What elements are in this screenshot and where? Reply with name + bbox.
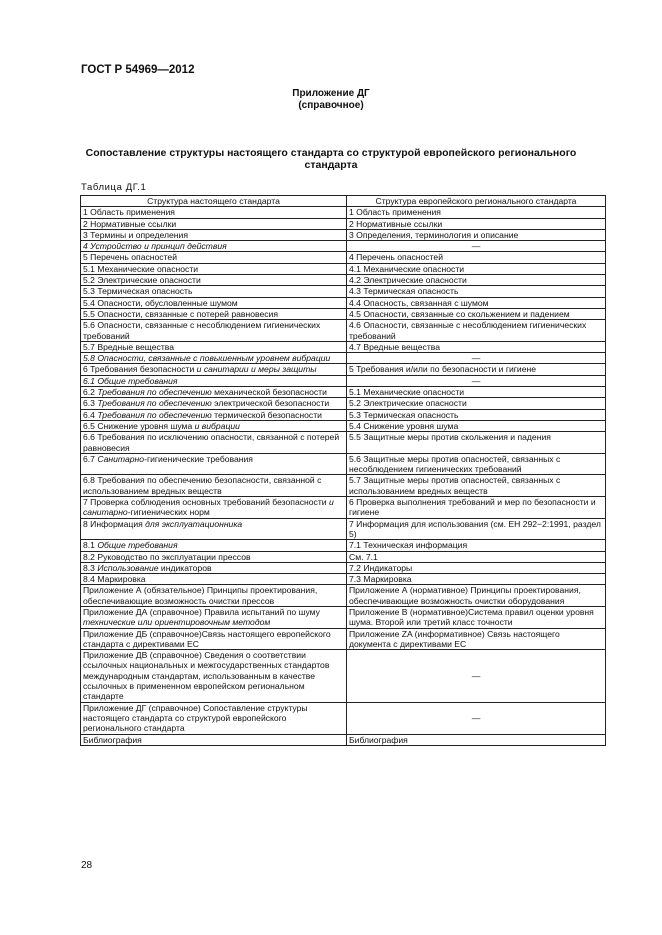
table-row: [81, 320, 606, 342]
table-row: [81, 241, 606, 252]
table-row: [81, 518, 606, 540]
cell-text: 6.4: [83, 409, 98, 420]
cell-text: 7.2 Индикаторы: [349, 562, 413, 573]
cell-text: 4.1 Механические опасности: [349, 263, 465, 274]
cell-text: 5 Требования и/или по безопасности и гигиене: [349, 364, 537, 375]
cell-european-structure: [347, 540, 606, 551]
cell-text: индикаторов: [158, 562, 212, 573]
cell-text: —: [471, 241, 481, 252]
cell-national-structure: [81, 650, 347, 702]
cell-text: 5.4 Опасности, обусловленные шумом: [83, 297, 238, 308]
annex-heading: [81, 88, 581, 112]
cell-european-structure: [347, 207, 606, 218]
table-row: [81, 229, 606, 240]
cell-european-structure: [347, 475, 606, 497]
cell-national-structure: [81, 275, 347, 286]
cell-text: Требования по обеспечению: [97, 398, 212, 409]
cell-european-structure: [347, 702, 606, 734]
cell-text: 4.6 Опасности, связанные с несоблюдением гигиенических требований: [349, 320, 587, 341]
cell-text: 6.6 Требования по исключению опасности, связанной с потерей равновесия: [83, 432, 340, 453]
table-row: [81, 207, 606, 218]
cell-text: 5.7 Защитные меры против опасностей, связанных с использованием вредных веществ: [349, 475, 561, 496]
cell-european-structure: [347, 308, 606, 319]
table-row: [81, 453, 606, 475]
cell-text: 5.6 Опасности, связанные с несоблюдением гигиенических требований: [83, 320, 321, 341]
document-title: Сопоставление структуры настоящего стандарта со структурой европейского регионального стандарта: [85, 147, 577, 171]
cell-text: Приложение ДБ (справочное)Связь настоящего европейского стандарта с директивами ЕС: [83, 628, 331, 649]
cell-text: Использование: [97, 562, 159, 573]
cell-national-structure: [81, 218, 347, 229]
cell-text: 4.5 Опасности, связанные со скольжением и падением: [349, 308, 570, 319]
cell-national-structure: [81, 387, 347, 398]
cell-european-structure: [347, 650, 606, 702]
cell-text: и вибрации: [194, 420, 240, 431]
cell-text: 6.1 Общие требования: [83, 375, 178, 386]
cell-text: 5.5 Защитные меры против скольжения и падения: [349, 432, 551, 443]
cell-text: 4.7 Вредные вещества: [349, 341, 441, 352]
table-row: [81, 702, 606, 734]
cell-text: 6.8 Требования по обеспечению безопасности, связанной с использованием вредных веществ: [83, 475, 322, 496]
cell-national-structure: [81, 241, 347, 252]
cell-national-structure: [81, 432, 347, 454]
cell-text: Приложение А (нормативное) Принципы проектирования, обеспечивающие возможность очистки оборудования: [349, 585, 581, 606]
column-header-national: Структура настоящего стандарта: [81, 196, 347, 207]
cell-text: 7 Информация для использования (см. ЕН 292−2:1991, раздел 5): [349, 518, 601, 539]
cell-text: термической безопасности: [211, 409, 322, 420]
comparison-table: [80, 195, 606, 746]
cell-text: 8.2 Руководство по эксплуатации прессов: [83, 551, 251, 562]
cell-european-structure: [347, 562, 606, 573]
cell-text: 1 Область применения: [349, 207, 441, 218]
cell-text: 4 Перечень опасностей: [349, 252, 444, 263]
table-row: [81, 628, 606, 650]
cell-european-structure: [347, 353, 606, 364]
cell-national-structure: [81, 497, 347, 519]
cell-european-structure: [347, 320, 606, 342]
cell-national-structure: [81, 252, 347, 263]
table-header-row: [81, 196, 606, 207]
cell-text: —: [471, 670, 481, 681]
table-row: [81, 562, 606, 573]
cell-national-structure: [81, 420, 347, 431]
document-code: ГОСТ Р 54969—2012: [81, 64, 195, 76]
table-row: [81, 551, 606, 562]
cell-european-structure: [347, 286, 606, 297]
cell-text: -гигиенические требования: [144, 453, 253, 464]
table-row: [81, 297, 606, 308]
cell-national-structure: [81, 453, 347, 475]
cell-european-structure: [347, 628, 606, 650]
table-caption: Таблица ДГ.1: [81, 182, 147, 193]
cell-european-structure: [347, 398, 606, 409]
cell-national-structure: [81, 341, 347, 352]
cell-text: электрической безопасности: [211, 398, 330, 409]
cell-text: и санитарии и меры защиты: [196, 364, 317, 375]
cell-text: Требования по обеспечению: [97, 387, 212, 398]
table-row: [81, 375, 606, 386]
cell-text: 5.1 Механические опасности: [83, 263, 199, 274]
cell-text: Санитарно: [97, 453, 145, 464]
table-row: [81, 398, 606, 409]
cell-european-structure: [347, 229, 606, 240]
table-row: [81, 420, 606, 431]
cell-european-structure: [347, 497, 606, 519]
cell-national-structure: [81, 585, 347, 607]
cell-text: Общие требования: [97, 540, 178, 551]
cell-text: 6.2: [83, 387, 98, 398]
table-row: [81, 252, 606, 263]
cell-text: 4 Устройство и принцип действия: [83, 241, 227, 252]
table-row: [81, 387, 606, 398]
cell-text: 7.3 Маркировка: [349, 574, 412, 585]
table-row: [81, 364, 606, 375]
table-row: [81, 341, 606, 352]
cell-european-structure: [347, 275, 606, 286]
cell-text: 3 Определения, терминология и описание: [349, 229, 519, 240]
cell-national-structure: [81, 263, 347, 274]
cell-text: 2 Нормативные ссылки: [83, 218, 177, 229]
cell-european-structure: [347, 218, 606, 229]
cell-text: 4.3 Термическая опасность: [349, 286, 459, 297]
table-row: [81, 353, 606, 364]
cell-text: См. 7.1: [349, 551, 378, 562]
cell-national-structure: [81, 606, 347, 628]
table-row: [81, 497, 606, 519]
cell-national-structure: [81, 702, 347, 734]
cell-national-structure: [81, 286, 347, 297]
cell-national-structure: [81, 628, 347, 650]
table-row: [81, 409, 606, 420]
table-row: [81, 475, 606, 497]
table-body: [81, 207, 606, 746]
cell-text: 8.1: [83, 540, 98, 551]
cell-national-structure: [81, 297, 347, 308]
table-row: [81, 540, 606, 551]
table-row: [81, 432, 606, 454]
cell-text: 5 Перечень опасностей: [83, 252, 178, 263]
cell-european-structure: [347, 432, 606, 454]
cell-text: 6 Проверка выполнения требований и мер по безопасности и гигиене: [349, 497, 596, 518]
cell-national-structure: [81, 353, 347, 364]
cell-text: Приложение ДА (справочное) Правила испытаний по шуму: [83, 606, 320, 617]
cell-text: Библиография: [349, 734, 408, 745]
table-row: [81, 734, 606, 745]
table-row: [81, 218, 606, 229]
annex-status: (справочное): [298, 100, 364, 111]
cell-text: Приложение А (обязательное) Принципы проектирования, обеспечивающие возможность очистки прессов: [83, 585, 318, 606]
cell-european-structure: [347, 263, 606, 274]
cell-european-structure: [347, 341, 606, 352]
cell-text: —: [471, 375, 481, 386]
cell-text: -гигиенических норм: [127, 507, 210, 518]
table-row: [81, 650, 606, 702]
cell-national-structure: [81, 308, 347, 319]
cell-national-structure: [81, 229, 347, 240]
cell-european-structure: [347, 585, 606, 607]
cell-national-structure: [81, 562, 347, 573]
cell-text: 5.8 Опасности, связанные с повышенным уровнем вибрации: [83, 353, 331, 364]
cell-text: Библиография: [83, 734, 142, 745]
cell-national-structure: [81, 574, 347, 585]
cell-european-structure: [347, 734, 606, 745]
annex-title: Приложение ДГ: [292, 88, 370, 99]
table-row: [81, 263, 606, 274]
cell-national-structure: [81, 518, 347, 540]
table-row: [81, 574, 606, 585]
cell-text: Приложение ДВ (справочное) Сведения о соответствии ссылочных национальных и межгосударственных стандартов международным стандартам, использованным в качестве ссылочных в примененном европейском региональном стандарте: [83, 650, 330, 702]
cell-text: 3 Термины и определения: [83, 229, 189, 240]
cell-text: 2 Нормативные ссылки: [349, 218, 443, 229]
page-number: 28: [81, 860, 93, 871]
column-header-european: Структура европейского регионального стандарта: [347, 196, 606, 207]
cell-european-structure: [347, 297, 606, 308]
cell-text: 5.3 Термическая опасность: [349, 409, 459, 420]
cell-text: 8.3: [83, 562, 98, 573]
cell-european-structure: [347, 364, 606, 375]
cell-text: 6 Требования безопасности: [83, 364, 197, 375]
cell-text: 5.2 Электрические опасности: [83, 275, 201, 286]
cell-european-structure: [347, 252, 606, 263]
cell-national-structure: [81, 364, 347, 375]
cell-european-structure: [347, 241, 606, 252]
table-row: [81, 308, 606, 319]
cell-european-structure: [347, 420, 606, 431]
cell-national-structure: [81, 398, 347, 409]
table-row: [81, 275, 606, 286]
cell-text: 6.5 Снижение уровня шума: [83, 420, 195, 431]
cell-european-structure: [347, 409, 606, 420]
table-row: [81, 585, 606, 607]
cell-european-structure: [347, 551, 606, 562]
cell-national-structure: [81, 475, 347, 497]
cell-text: 5.4 Снижение уровня шума: [349, 420, 459, 431]
cell-national-structure: [81, 375, 347, 386]
cell-text: Приложение ZA (информативное) Связь настоящего документа с директивами ЕС: [349, 628, 560, 649]
cell-text: 5.3 Термическая опасность: [83, 286, 193, 297]
cell-european-structure: [347, 518, 606, 540]
cell-text: 7.1 Техническая информация: [349, 540, 468, 551]
cell-national-structure: [81, 551, 347, 562]
cell-text: технические или ориентировочным методом: [83, 617, 271, 628]
cell-text: 8.4 Маркировка: [83, 574, 146, 585]
cell-national-structure: [81, 409, 347, 420]
cell-text: для эксплуатационника: [145, 518, 243, 529]
cell-text: 5.1 Механические опасности: [349, 387, 465, 398]
cell-text: Приложение В (нормативное)Система правил оценки уровня шума. Второй или третий класс точности: [349, 606, 594, 628]
cell-european-structure: [347, 453, 606, 475]
cell-national-structure: [81, 320, 347, 342]
cell-text: 5.5 Опасности, связанные с потерей равновесия: [83, 308, 278, 319]
cell-text: механической безопасности: [211, 387, 327, 398]
cell-text: 6.7: [83, 453, 98, 464]
cell-text: 5.6 Защитные меры против опасностей, связанных с несоблюдением гигиенических требований: [349, 453, 561, 475]
cell-text: и санитарно: [83, 497, 334, 518]
cell-european-structure: [347, 375, 606, 386]
cell-european-structure: [347, 574, 606, 585]
cell-text: 8 Информация: [83, 518, 146, 529]
cell-text: 4.4 Опасность, связанная с шумом: [349, 297, 489, 308]
cell-text: 1 Область применения: [83, 207, 175, 218]
cell-text: 4.2 Электрические опасности: [349, 275, 467, 286]
cell-text: 5.7 Вредные вещества: [83, 341, 175, 352]
cell-text: —: [471, 353, 481, 364]
cell-national-structure: [81, 734, 347, 745]
cell-text: 5.2 Электрические опасности: [349, 398, 467, 409]
table-row: [81, 286, 606, 297]
table-row: [81, 606, 606, 628]
cell-national-structure: [81, 540, 347, 551]
cell-text: Требования по обеспечению: [97, 409, 212, 420]
cell-text: —: [471, 712, 481, 723]
cell-national-structure: [81, 207, 347, 218]
cell-text: Приложение ДГ (справочное) Сопоставление структуры настоящего стандарта со структурой европейского регионального стандарта: [83, 702, 308, 734]
cell-text: 6.3: [83, 398, 98, 409]
cell-text: 7 Проверка соблюдения основных требований безопасности: [83, 497, 329, 508]
cell-european-structure: [347, 606, 606, 628]
cell-european-structure: [347, 387, 606, 398]
